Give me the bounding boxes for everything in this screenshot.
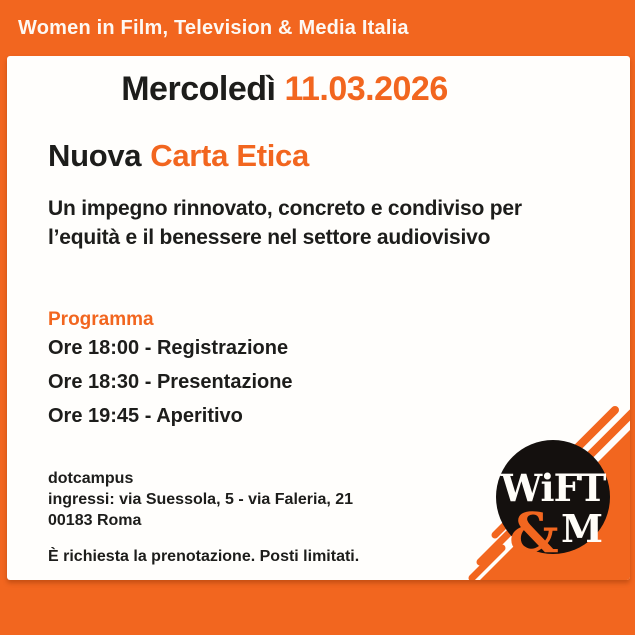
logo-text-m: M — [560, 506, 604, 551]
event-title-black: Nuova — [48, 138, 142, 173]
booking-note: È richiesta la prenotazione. Posti limitati. — [48, 548, 360, 565]
header-title: Women in Film, Television & Media Italia — [18, 16, 409, 39]
day-label: Mercoledì — [121, 70, 276, 108]
venue-name: dotcampus — [48, 470, 134, 487]
content-card — [7, 56, 630, 580]
program-item-aperitivo: Ore 19:45 - Aperitivo — [48, 405, 243, 427]
event-title — [48, 138, 309, 174]
program-item-registration: Ore 18:00 - Registrazione — [48, 337, 289, 359]
program-heading: Programma — [48, 309, 154, 330]
date-heading — [7, 70, 596, 109]
logo-text-wift: WiFT — [500, 466, 606, 510]
venue-city: 00183 Roma — [48, 512, 142, 529]
program-list — [48, 337, 293, 439]
logo-text-ampersand: & — [509, 500, 559, 565]
event-title-orange: Carta Etica — [150, 138, 309, 173]
venue-entrances: ingressi: via Suessola, 5 - via Faleria, 21 — [48, 491, 354, 508]
program-item-presentation: Ore 18:30 - Presentazione — [48, 371, 293, 393]
event-subtitle: Un impegno rinnovato, concreto e condiviso per l’equità e il benessere nel settore audiovisivo — [48, 197, 522, 249]
header-band — [0, 0, 635, 56]
date-value: 11.03.2026 — [284, 70, 448, 108]
corner-decoration — [410, 380, 630, 580]
venue-block — [48, 468, 353, 531]
